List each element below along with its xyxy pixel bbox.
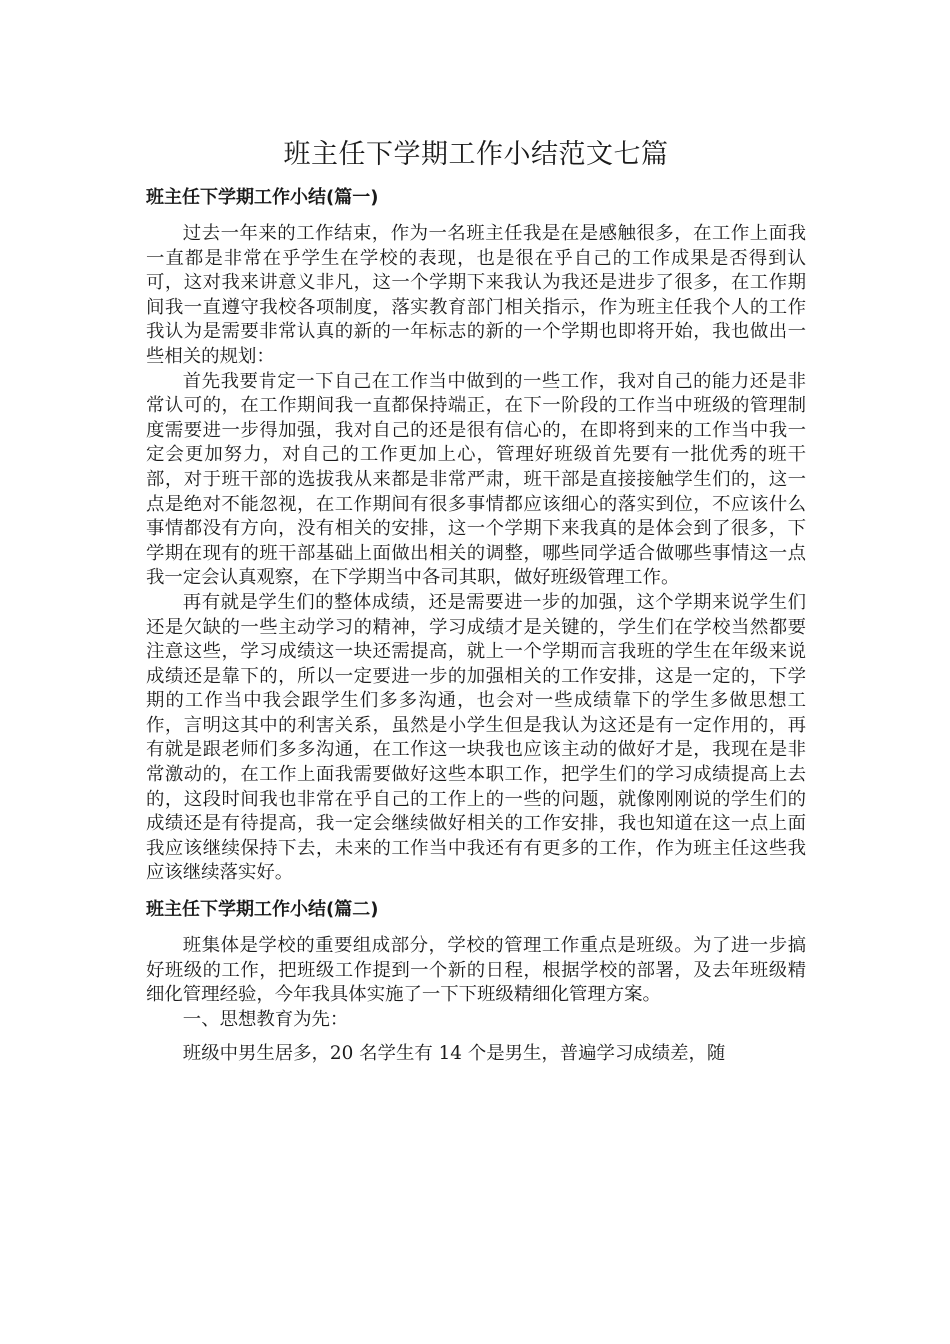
paragraph: 首先我要肯定一下自己在工作当中做到的一些工作，我对自己的能力还是非常认可的，在工作期间我一直都保持端正，在下一阶段的工作当中班级的管理制度需要进一步得加强，我对自己的还是很有信心的，在即将到来的工作当中我一定会更加努力，对自己的工作更加上心，管理好班级首先要有一批优秀的班干部，对于班干部的选拔我从来都是非常严肃，班干部是直接接触学生们的，这一点是绝对不能忽视，在工作期间有很多事情都应该细心的落实到位，不应该什么事情都没有方向，没有相关的安排，这一个学期下来我真的是体会到了很多，下学期在现有的班干部基础上面做出相关的调整，哪些同学适合做哪些事情这一点我一定会认真观察，在下学期当中各司其职，做好班级管理工作。 xyxy=(146,370,806,589)
section-heading: 班主任下学期工作小结(篇一) xyxy=(146,187,379,208)
section-two xyxy=(146,894,806,1067)
paragraph: 班级中男生居多，20 名学生有 14 个是男生，普遍学习成绩差，随 xyxy=(182,1043,726,1065)
document-title: 班主任下学期工作小结范文七篇 xyxy=(283,139,669,170)
paragraph: 班集体是学校的重要组成部分，学校的管理工作重点是班级。为了进一步搞好班级的工作，把班级工作提到一个新的日程，根据学校的部署，及去年班级精细化管理经验，今年我具体实施了一下下班级精细化管理方案。 xyxy=(146,935,806,1006)
section-heading: 班主任下学期工作小结(篇二) xyxy=(146,899,379,921)
paragraph: 过去一年来的工作结束，作为一名班主任我是在是感触很多，在工作上面我一直都是非常在乎学生在学校的表现，也是很在乎自己的工作成果是否得到认可，这对我来讲意义非凡，这一个学期下来我认为我还是进步了很多，在工作期间我一直遵守我校各项制度，落实教育部门相关指示，作为班主任我个人的工作我认为是需要非常认真的新的一年标志的新的一个学期也即将开始，我也做出一些相关的规划： xyxy=(146,223,806,367)
paragraph: 再有就是学生们的整体成绩，还是需要进一步的加强，这个学期来说学生们还是欠缺的一些主动学习的精神，学习成绩才是关键的，学生们在学校当然都要注意这些，学习成绩这一块还需提高，就上一个学期而言我班的学生在年级来说成绩还是靠下的，所以一定要进一步的加强相关的工作安排，这是一定的，下学期的工作当中我会跟学生们多多沟通，也会对一些成绩靠下的学生多做思想工作，言明这其中的利害关系，虽然是小学生但是我认为这还是有一定作用的，再有就是跟老师们多多沟通，在工作这一块我也应该主动的做好才是，我现在是非常激动的，在工作上面我需要做好这些本职工作，把学生们的学习成绩提高上去的，这段时间我也非常在乎自己的工作上的一些的问题，就像刚刚说的学生们的成绩还是有待提高，我一定会继续做好相关的工作安排，我也知道在这一点上面我应该继续保持下去，未来的工作当中我还有有更多的工作，作为班主任这些我应该继续落实好。 xyxy=(146,591,806,884)
document-page xyxy=(146,128,806,1067)
section-one xyxy=(146,182,806,886)
list-heading: 一、思想教育为先： xyxy=(182,1008,349,1030)
